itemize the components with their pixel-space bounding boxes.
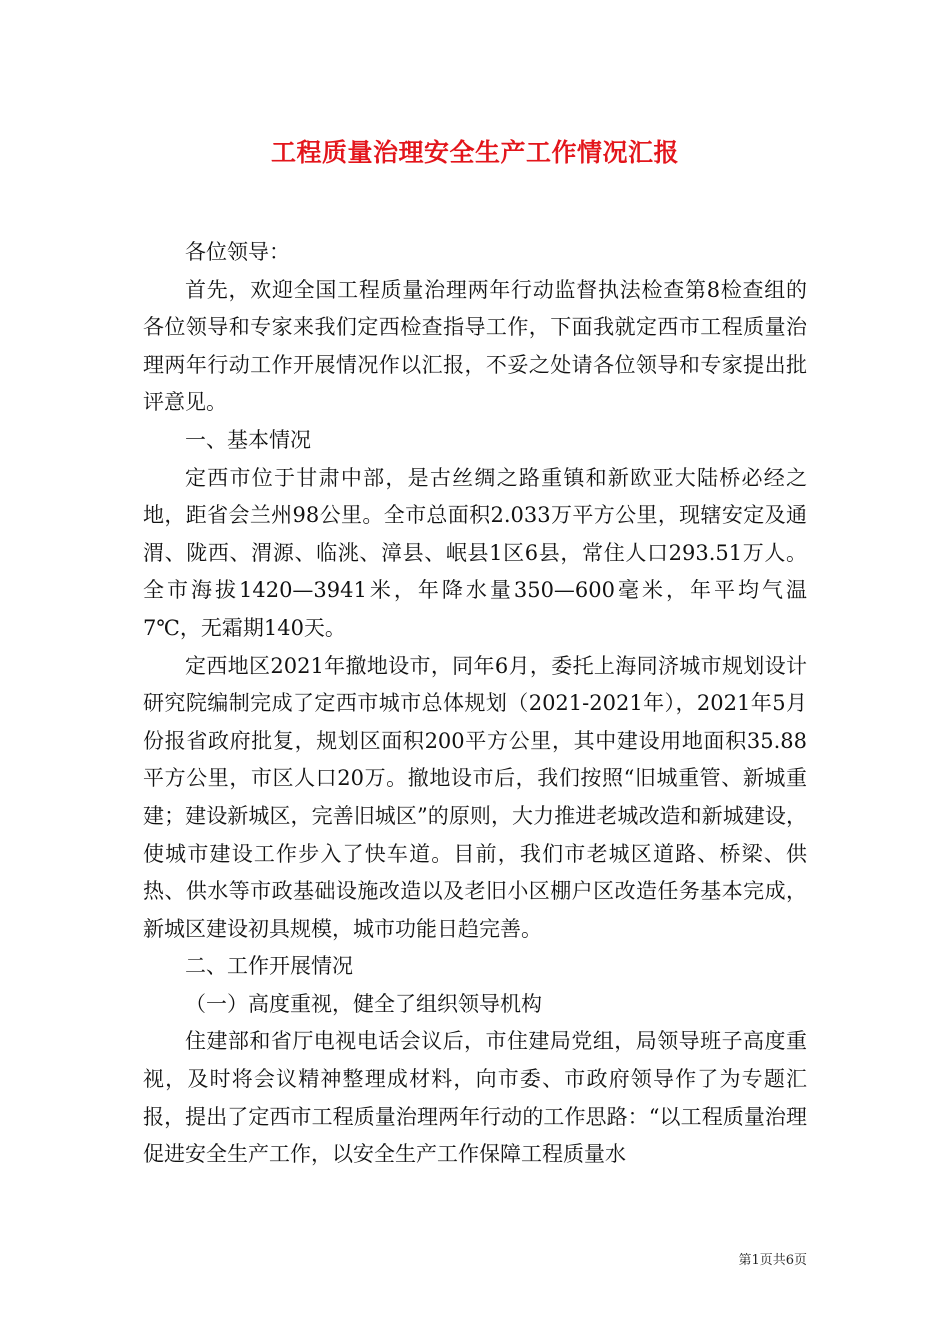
paragraph-intro: 首先，欢迎全国工程质量治理两年行动监督执法检查第8检查组的各位领导和专家来我们定西检查指导工作，下面我就定西市工程质量治理两年行动工作开展情况作以汇报，不妥之处请各位领导和专家提出批评意见。 [143,277,807,415]
paragraph-location: 定西市位于甘肃中部，是古丝绸之路重镇和新欧亚大陆桥必经之地，距省会兰州98公里。全市总面积2.033万平方公里，现辖安定及通渭、陇西、渭源、临洮、漳县、岷县1区6县，常住人口293.51万人。全市海拔1420—3941米，年降水量350—600毫米，年平均气温7℃，无霜期140天。 [143,465,807,640]
page-number: 第1页共6页 [738,1253,807,1268]
paragraph-leadership: 住建部和省厅电视电话会议后，市住建局党组，局领导班子高度重视，及时将会议精神整理成材料，向市委、市政府领导作了为专题汇报，提出了定西市工程质量治理两年行动的工作思路：“以工程质量治理促进安全生产工作，以安全生产工作保障工程质量水 [143,1029,807,1167]
subsection-heading-leadership: （一）高度重视，健全了组织领导机构 [185,991,542,1016]
document-body [143,234,807,1174]
document-title: 工程质量治理安全生产工作情况汇报 [270,138,679,167]
salutation: 各位领导： [185,240,290,264]
section-heading-basic: 一、基本情况 [185,427,311,452]
paragraph-planning: 定西地区2021年撤地设市，同年6月，委托上海同济城市规划设计研究院编制完成了定西市城市总体规划（2021-2021年），2021年5月份报省政府批复，规划区面积200平方公里，其中建设用地面积35.88平方公里，市区人口20万。撤地设市后，我们按照“旧城重管、新城重建；建设新城区，完善旧城区”的原则，大力推进老城改造和新城建设，使城市建设工作步入了快车道。目前，我们市老城区道路、桥梁、供热、供水等市政基础设施改造以及老旧小区棚户区改造任务基本完成，新城区建设初具规模，城市功能日趋完善。 [143,653,807,941]
section-heading-work: 二、工作开展情况 [185,954,353,979]
